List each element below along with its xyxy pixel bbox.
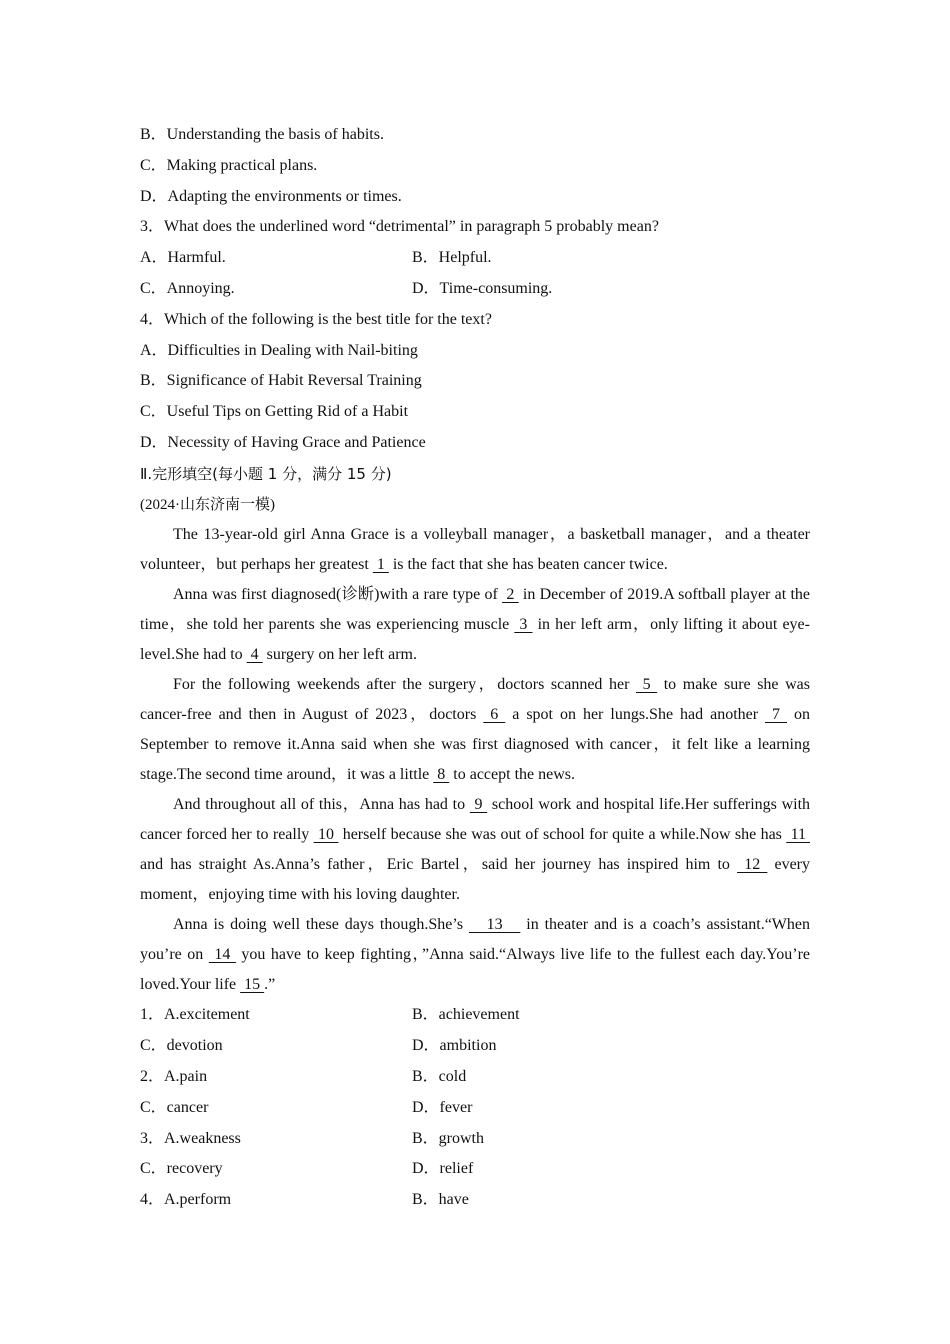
q3-option-a: A．Harmful. (140, 249, 226, 267)
answer-option: 3．A.weakness (140, 1129, 241, 1147)
answer-row (140, 1000, 810, 1031)
section-note: (每小题 1 分，满分 15 分) (212, 464, 392, 483)
answer-row (140, 1093, 810, 1124)
answer-row (140, 1124, 810, 1155)
answer-row (140, 1154, 810, 1185)
q4-option-a: A．Difficulties in Dealing with Nail-biting (140, 341, 418, 359)
q3-option-c: C．Annoying. (140, 279, 235, 297)
answer-option: C．recovery (140, 1160, 223, 1178)
q2-option-b: B．Understanding the basis of habits. (140, 126, 384, 143)
answer-option: C．devotion (140, 1037, 223, 1055)
q2-option-c: C．Making practical plans. (140, 156, 318, 174)
passage-paragraph-1: The 13-year-old girl Anna Grace is a volleyball manager，a basketball manager，and a theater volunteer，but perhaps her greatest 1 is the fact that she has beaten cancer twice. (140, 526, 810, 574)
blank-11: 11 (786, 826, 811, 844)
blank-6: 6 (483, 706, 506, 724)
blank-7: 7 (765, 706, 788, 724)
section-title: Ⅱ.完形填空 (140, 464, 213, 483)
answer-option: B．achievement (412, 1006, 520, 1024)
blank-13: 13 (468, 916, 521, 934)
answer-option: B．cold (412, 1067, 467, 1085)
q2-option-d: D．Adapting the environments or times. (140, 187, 402, 205)
answer-option: D．fever (412, 1098, 473, 1116)
blank-5: 5 (636, 676, 658, 694)
document-page (140, 120, 810, 1216)
blank-12: 12 (737, 856, 768, 874)
q4-option-b: B．Significance of Habit Reversal Training (140, 372, 422, 390)
answer-option: C．cancer (140, 1098, 209, 1116)
q4-option-d: D．Necessity of Having Grace and Patience (140, 433, 426, 451)
blank-9: 9 (469, 796, 488, 814)
passage-paragraph-3: For the following weekends after the surgery，doctors scanned her 5 to make sure she was cancer-free and then in August of 2023，doctors 6 a spot on her lungs.She had another 7 on September to remove it.Anna said when she was first diagnosed with cancer，it felt like a learning stage.The second time around，it was a little 8 to accept the news. (140, 676, 811, 784)
answer-option: D．relief (412, 1160, 474, 1178)
blank-15: 15 (240, 976, 265, 994)
answer-option: 4．A.perform (140, 1191, 232, 1209)
answer-option: 1．A.excitement (140, 1006, 250, 1024)
q4-stem: 4．Which of the following is the best title for the text? (140, 310, 492, 328)
q4-option-c: C．Useful Tips on Getting Rid of a Habit (140, 403, 409, 421)
answer-row (140, 1062, 810, 1093)
blank-3: 3 (514, 616, 533, 634)
blank-8: 8 (433, 766, 450, 784)
section-heading (140, 459, 810, 490)
blank-1: 1 (372, 556, 389, 574)
q3-options-row-2 (140, 274, 810, 305)
answer-option: 2．A.pain (140, 1067, 208, 1085)
answer-row (140, 1185, 810, 1216)
answer-row (140, 1031, 810, 1062)
section-source: (2024·山东济南一模) (140, 496, 275, 513)
q3-options-row-1 (140, 243, 810, 274)
passage-paragraph-4: And throughout all of this，Anna has had to 9 school work and hospital life.Her sufferings with cancer forced her to really 10 herself because she was out of school for quite a while.Now she has 11 and has straight As.Anna’s father，Eric Bartel，said her journey has inspired him to 12 every moment，enjoying time with his loving daughter. (140, 796, 811, 904)
q3-stem: 3．What does the underlined word “detrimental” in paragraph 5 probably mean? (140, 218, 659, 236)
passage-paragraph-2: Anna was first diagnosed(诊断)with a rare type of 2 in December of 2019.A softball player at the time，she told her parents she was experiencing muscle 3 in her left arm，only lifting it about eye-level.She had to 4 surgery on her left arm. (140, 586, 811, 664)
blank-4: 4 (246, 646, 263, 664)
q3-option-b: B．Helpful. (412, 249, 492, 267)
answer-option: B．have (412, 1191, 469, 1209)
q3-option-d: D．Time-consuming. (412, 279, 553, 297)
answer-option: B．growth (412, 1129, 485, 1147)
passage-paragraph-5: Anna is doing well these days though.She’s 13 in theater and is a coach’s assistant.“When you’re on 14 you have to keep fighting，”Anna said.“Always live life to the fullest each day.You’re loved.Your life 15 .” (140, 916, 811, 994)
blank-2: 2 (502, 586, 519, 604)
answer-option: D．ambition (412, 1037, 497, 1055)
blank-10: 10 (313, 826, 339, 844)
blank-14: 14 (208, 946, 236, 964)
